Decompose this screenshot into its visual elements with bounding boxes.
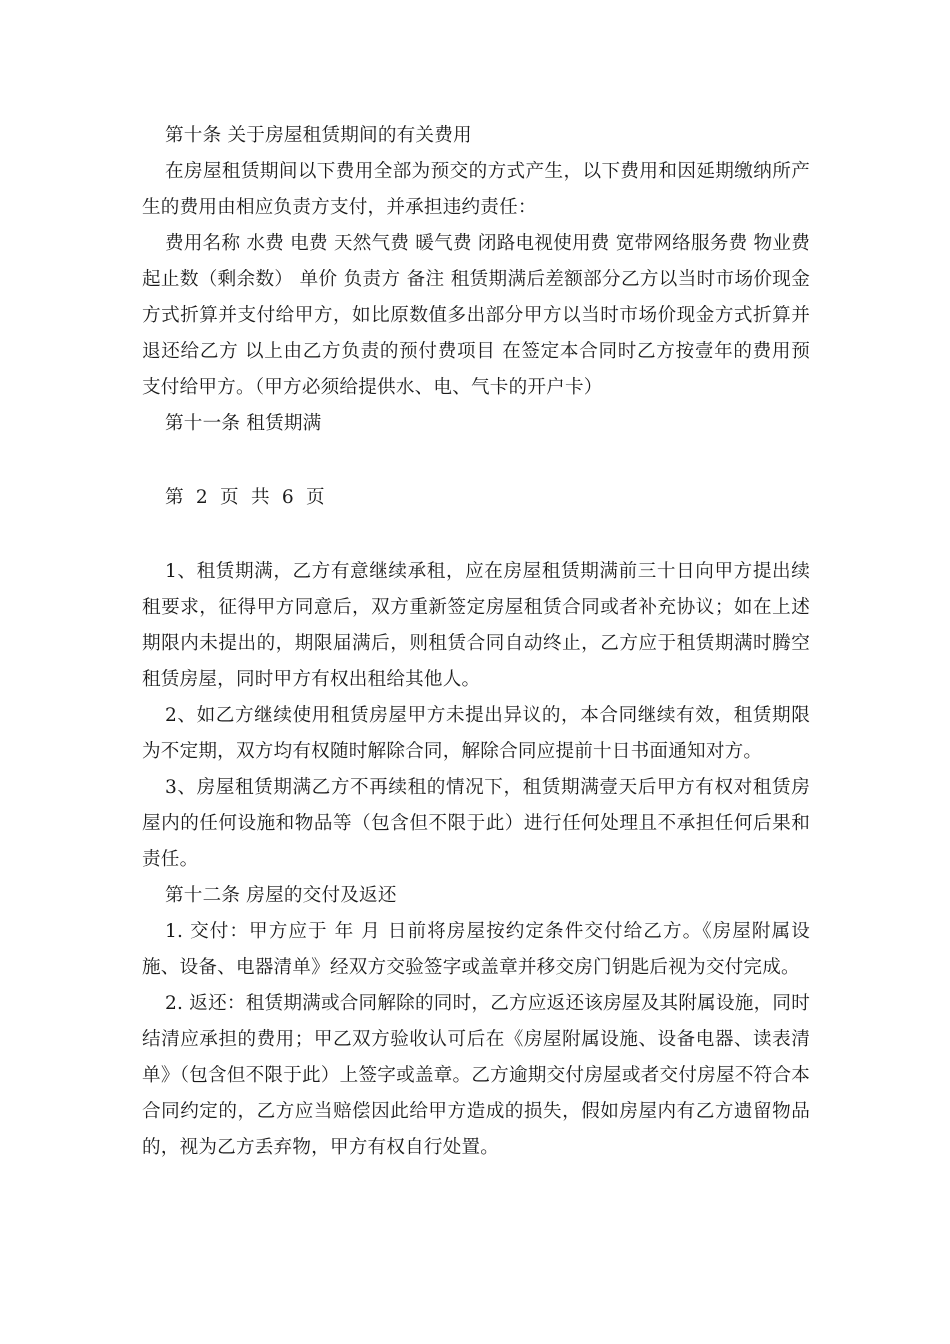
page-number: 第 2 页 共 6 页	[165, 487, 325, 508]
article-11-heading: 第十一条 租赁期满	[165, 413, 322, 434]
article-10-paragraph-2: 费用名称 水费 电费 天然气费 暖气费 闭路电视使用费 宽带网络服务费 物业费 起止数（剩余数） 单价 负责方 备注 租赁期满后差额部分乙方以当时市场价现金方式折算并支付给甲方，如比原数值多出部分甲方以当时市场价现金方式折算并退还给乙方 以上由乙方负责的预付费项目 在签定本合同时乙方按壹年的费用预支付给甲方。（甲方必须给提供水、电、气卡的开户卡）	[142, 233, 810, 398]
document-page	[142, 118, 810, 1166]
article-10-heading: 第十条 关于房屋租赁期间的有关费用	[165, 125, 472, 146]
article-12-heading: 第十二条 房屋的交付及返还	[165, 885, 397, 906]
article-12-item-2: 2. 返还：租赁期满或合同解除的同时，乙方应返还该房屋及其附属设施，同时结清应承担的费用；甲乙双方验收认可后在《房屋附属设施、设备电器、读表清单》（包含但不限于此）上签字或盖章。乙方逾期交付房屋或者交付房屋不符合本合同约定的，乙方应当赔偿因此给甲方造成的损失，假如房屋内有乙方遗留物品的，视为乙方丢弃物，甲方有权自行处置。	[142, 993, 810, 1158]
article-11-item-3: 3、房屋租赁期满乙方不再续租的情况下，租赁期满壹天后甲方有权对租赁房屋内的任何设施和物品等（包含但不限于此）进行任何处理且不承担任何后果和责任。	[142, 777, 810, 870]
article-11-item-1: 1、租赁期满，乙方有意继续承租，应在房屋租赁期满前三十日向甲方提出续租要求，征得甲方同意后，双方重新签定房屋租赁合同或者补充协议；如在上述期限内未提出的，期限届满后，则租赁合同自动终止，乙方应于租赁期满时腾空租赁房屋，同时甲方有权出租给其他人。	[142, 561, 810, 690]
article-12-item-1: 1. 交付：甲方应于 年 月 日前将房屋按约定条件交付给乙方。《房屋附属设施、设备、电器清单》经双方交验签字或盖章并移交房门钥匙后视为交付完成。	[142, 921, 810, 978]
article-11-item-2: 2、如乙方继续使用租赁房屋甲方未提出异议的，本合同继续有效，租赁期限为不定期，双方均有权随时解除合同，解除合同应提前十日书面通知对方。	[142, 705, 810, 762]
article-10-paragraph-1: 在房屋租赁期间以下费用全部为预交的方式产生，以下费用和因延期缴纳所产生的费用由相应负责方支付，并承担违约责任：	[142, 161, 810, 218]
